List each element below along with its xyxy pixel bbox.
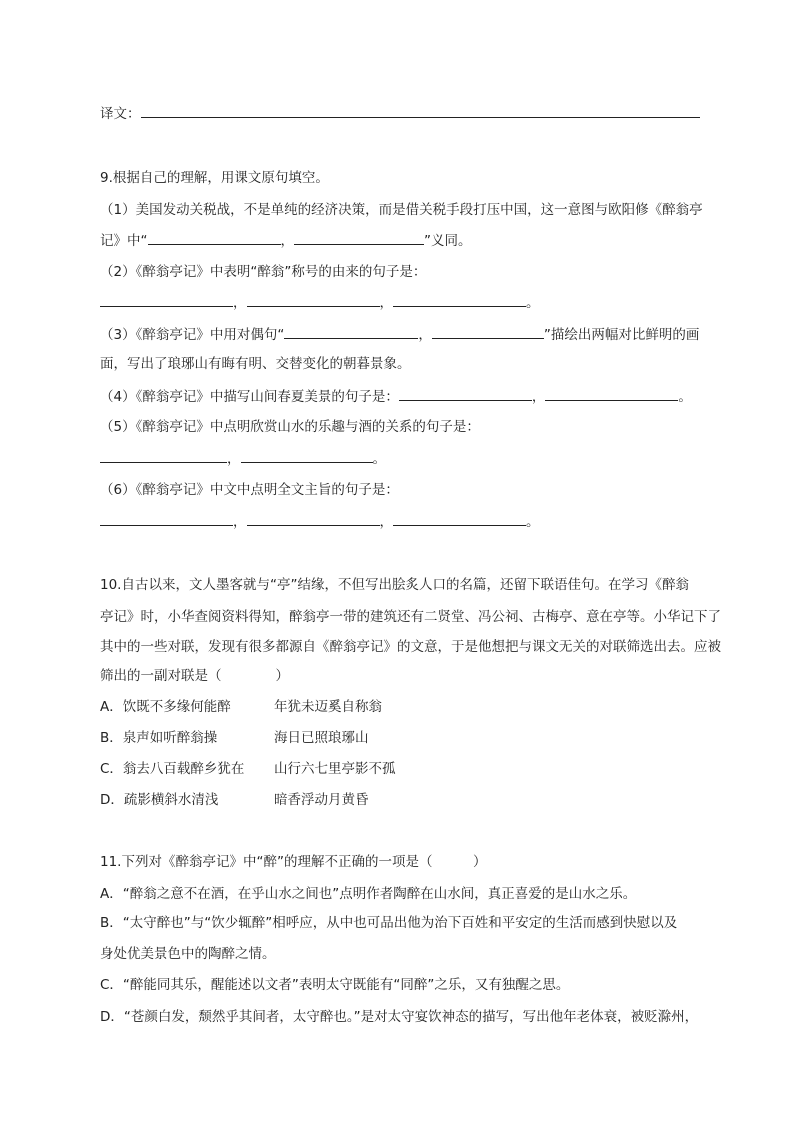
q9-p4-blank-1[interactable] [399, 387, 532, 401]
q10-option-c[interactable] [100, 760, 396, 778]
q9-p6-blank-2[interactable] [247, 512, 380, 526]
q9-p3-prefix: （3）《醉翁亭记》中用对偶句“ [100, 327, 285, 343]
q9-stem: 9.根据自己的理解，用课文原句填空。 [100, 170, 329, 186]
q9-p4-text: （4）《醉翁亭记》中描写山间春夏美景的句子是： [100, 389, 399, 405]
q10-option-b-right: 海日已照琅琊山 [274, 730, 369, 746]
q9-p3-blank-1[interactable] [284, 325, 418, 339]
q11-option-a[interactable]: A．“醉翁之意不在酒，在乎山水之间也”点明作者陶醉在山水间，真正喜爱的是山水之乐。 [100, 886, 637, 902]
q11-stem: 11.下列对《醉翁亭记》中“醉”的理解不正确的一项是（ ） [100, 854, 487, 870]
translation-line [100, 104, 700, 123]
q11-option-b-line1[interactable]: B．“太守醉也”与“饮少辄醉”相呼应，从中也可品出他为治下百姓和平安定的生活而感到快慰以及 [100, 915, 678, 931]
q9-p5-blank-1[interactable] [100, 449, 227, 463]
q9-p3-line2: 面，写出了琅琊山有晦有明、交替变化的朝暮景象。 [100, 356, 411, 372]
q9-p6-answer-line [100, 512, 540, 531]
q9-p5-blank-2[interactable] [241, 449, 373, 463]
q9-p2: （2）《醉翁亭记》中表明“醉翁”称号的由来的句子是： [100, 264, 427, 280]
q11-option-c[interactable]: C．“醉能同其乐，醒能述以文者”表明太守既能有“同醉”之乐，又有独醒之思。 [100, 977, 570, 993]
q10-option-a-right: 年犹未迈奚自称翁 [274, 699, 382, 715]
q10-line1: 10.自古以来，文人墨客就与“亭”结缘，不但写出脍炙人口的名篇，还留下联语佳句。在学习《醉翁 [100, 577, 689, 593]
comma: ， [233, 514, 247, 530]
q9-p1-line1: （1）美国发动关税战，不是单纯的经济决策，而是借关税手段打压中国，这一意图与欧阳修《醉翁亭 [100, 202, 703, 218]
q9-p3-suffix: ”描绘出两幅对比鲜明的画 [543, 327, 700, 343]
comma: ， [531, 389, 546, 405]
q10-option-d-right: 暗香浮动月黄昏 [274, 792, 369, 808]
q10-line2: 亭记》时，小华查阅资料得知，醉翁亭一带的建筑还有二贤堂、冯公祠、古梅亭、意在亭等。小华记下了 [100, 609, 721, 625]
q9-p1-blank-2[interactable] [294, 231, 424, 245]
q9-p5-answer-line [100, 449, 386, 468]
comma: ， [418, 327, 432, 343]
period: 。 [678, 389, 692, 405]
q9-p2-blank-2[interactable] [247, 293, 380, 307]
q9-p4-blank-2[interactable] [545, 387, 678, 401]
comma: ， [227, 451, 241, 467]
q10-option-c-right: 山行六七里亭影不孤 [274, 761, 396, 777]
q11-option-d[interactable]: D．“苍颜白发，颓然乎其间者，太守醉也。”是对太守宴饮神态的描写，写出他年老体衰，被贬滁州， [100, 1009, 699, 1025]
q9-p6-blank-3[interactable] [393, 512, 526, 526]
period: 。 [526, 295, 540, 311]
q10-option-d-left: D．疏影横斜水清浅 [100, 792, 219, 808]
period: 。 [526, 514, 540, 530]
q10-line3: 其中的一些对联，发现有很多都源自《醉翁亭记》的文意，于是他想把与课文无关的对联筛选出去。应被 [100, 639, 721, 655]
comma: ， [379, 295, 393, 311]
period: 。 [372, 451, 386, 467]
q9-p5: （5）《醉翁亭记》中点明欣赏山水的乐趣与酒的关系的句子是： [100, 419, 480, 435]
q9-p1-blank-1[interactable] [148, 231, 281, 245]
q10-option-b[interactable] [100, 729, 369, 747]
translation-blank[interactable] [141, 104, 700, 118]
q10-line4: 筛出的一副对联是（ ） [100, 668, 289, 684]
q9-p2-blank-3[interactable] [393, 293, 526, 307]
q10-option-d[interactable] [100, 791, 369, 809]
q11-option-b-line2[interactable]: 身处优美景色中的陶醉之情。 [100, 946, 276, 962]
q9-p3-blank-2[interactable] [432, 325, 544, 339]
q9-p6: （6）《醉翁亭记》中文中点明全文主旨的句子是： [100, 482, 399, 498]
q9-p3-line1 [100, 325, 699, 344]
comma: ， [233, 295, 247, 311]
q9-p4-line [100, 387, 692, 406]
q9-p1-suffix: ”义同。 [424, 233, 472, 249]
q10-option-b-left: B．泉声如听醉翁操 [100, 730, 218, 746]
comma: ， [379, 514, 393, 530]
q9-p2-blank-1[interactable] [100, 293, 233, 307]
q10-option-a-left: A．饮既不多缘何能醉 [100, 699, 231, 715]
q9-p2-answer-line [100, 293, 540, 312]
comma: ， [280, 233, 294, 249]
q10-option-a[interactable] [100, 698, 382, 716]
q9-p6-blank-1[interactable] [100, 512, 233, 526]
q9-p1-line2 [100, 231, 472, 250]
q9-p1-prefix: 记》中“ [100, 233, 148, 249]
translation-label: 译文： [100, 106, 141, 122]
q10-option-c-left: C．翁去八百载醉乡犹在 [100, 761, 245, 777]
